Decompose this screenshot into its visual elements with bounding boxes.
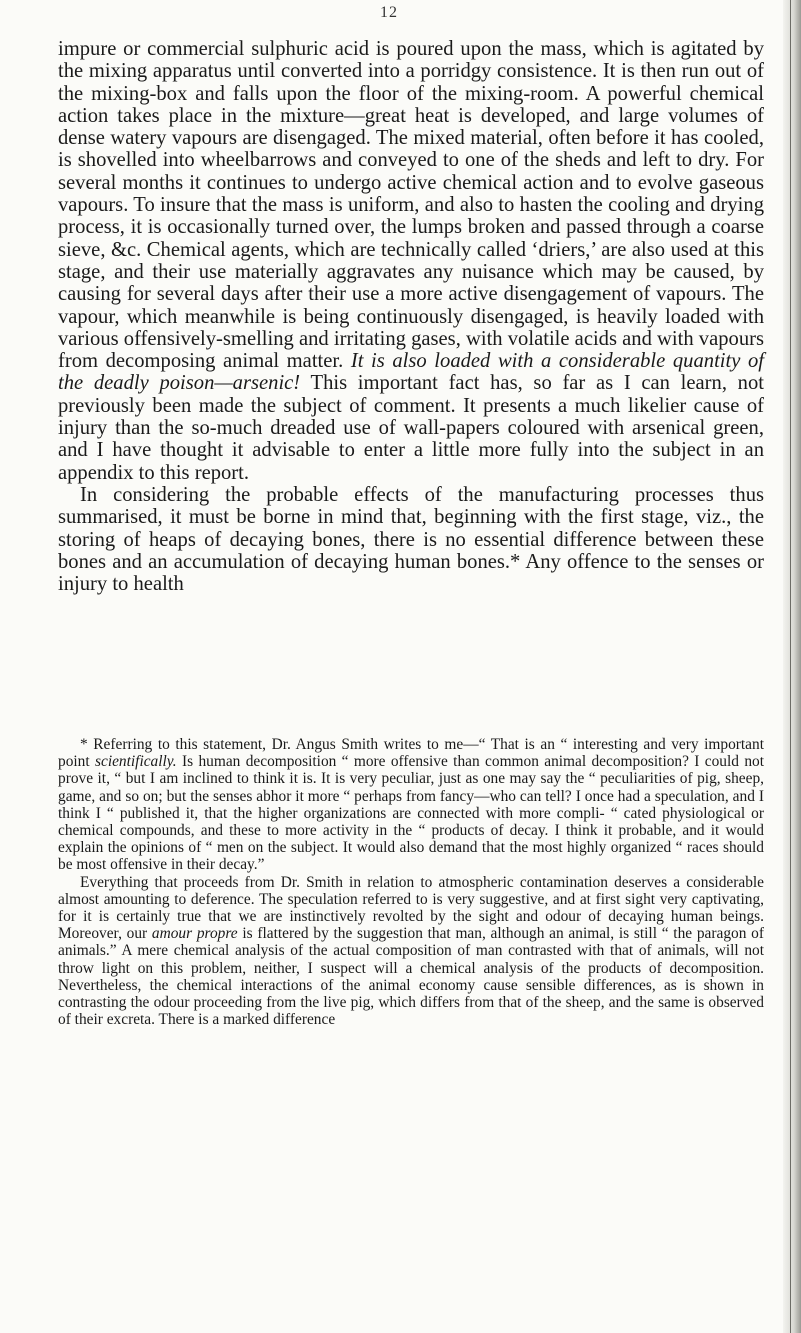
- page-edge-shadow: [783, 0, 801, 1333]
- footnote-quote: [58, 736, 764, 874]
- footnote-commentary: [58, 874, 764, 1029]
- paragraph-text: impure or commercial sulphuric acid is poured upon the mass, which is agitated by the mixing apparatus until converted into a porridgy consistence. It is then run out of the mixing-box and falls upon the floor of the mixing-room. A powerful chemical action takes place in the mixture—great heat is developed, and large volumes of dense watery vapours are disengaged. The mixed material, often before it has cooled, is shovelled into wheelbarrows and conveyed to one of the sheds and left to dry. For several months it continues to undergo active chemical action and to evolve gaseous vapours. To insure that the mass is uniform, and also to hasten the cooling and drying process, it is occasionally turned over, the lumps broken and passed through a coarse sieve, &c. Chemical agents, which are technically called ‘driers,’ are also used at this stage, and their use materially aggravates any nuisance which may be caused, by causing for several days after their use a more active disengagement of vapours. The vapour, which meanwhile is being continuously disengaged, is heavily loaded with various offensively-smelling and irritating gases, with volatile acids and with vapours from decomposing animal matter.: [58, 38, 764, 373]
- paragraph-text: This important fact has, so far as I can learn, not previously been made the subject of comment. It presents a much likelier cause of injury than the so-much dreaded use of wall-papers coloured with arsenical green, and I have thought it advisable to enter a little more fully into the subject in an appendix to this report.: [58, 372, 764, 484]
- paragraph: In considering the probable effects of the manufacturing processes thus summarised, it must be borne in mind that, beginning with the first stage, viz., the storing of heaps of decaying bones, there is no essential difference between these bones and an accumulation of decaying human bones.* Any offence to the senses or injury to health: [58, 483, 764, 596]
- page-edge-line: [790, 0, 791, 1333]
- footnote-italic: amour propre: [151, 925, 238, 943]
- italic-sentence: It is also loaded with a considerable quantity of the deadly poison—arsenic!: [58, 350, 764, 395]
- footnote-text: * Referring to this statement, Dr. Angus Smith writes to me—“ That is an “ interesting and very important point: [58, 736, 764, 771]
- paragraph: [58, 38, 764, 484]
- page-number: 12: [380, 4, 398, 21]
- footnote-text: Everything that proceeds from Dr. Smith in relation to atmospheric contamination deserves a considerable almost amounting to deference. The speculation referred to is very suggestive, and at first sight very captivating, for it is certainly true that we are instinctively revolted by the sight and odour of decaying human beings. Moreover, our: [58, 873, 764, 943]
- footnote-text: Is human decomposition “ more offensive than common animal decomposition? I could not prove it, “ but I am inclined to think it is. It is very peculiar, just as one may say the “ peculiarities of pig, sheep, game, and so on; but the senses abhor it more “ perhaps from fancy—who can tell? I once had a speculation, and I think I “ published it, that the higher organizations are connected with more compli- “ cated physiological or chemical compounds, and these to more activity in the “ products of decay. I think it probable, and it would explain the opinions of “ men on the subject. It would also demand that the most highly organized “ races should be most offensive in their decay.”: [58, 753, 764, 874]
- footnote-text: is flattered by the suggestion that man, although an animal, is still “ the paragon of animals.” A mere chemical analysis of the actual composition of man contrasted with that of animals, will not throw light on this problem, neither, I suspect will a chemical analysis of the products of decomposition. Nevertheless, the chemical interactions of the animal economy cause sensible differences, as is shown in contrasting the odour proceeding from the live pig, which differs from that of the sheep, and the same is observed of their excreta. There is a marked difference: [58, 925, 764, 1029]
- footnote-italic: scientifically.: [95, 753, 177, 771]
- footnote: [58, 736, 764, 1028]
- body-text: [58, 38, 764, 595]
